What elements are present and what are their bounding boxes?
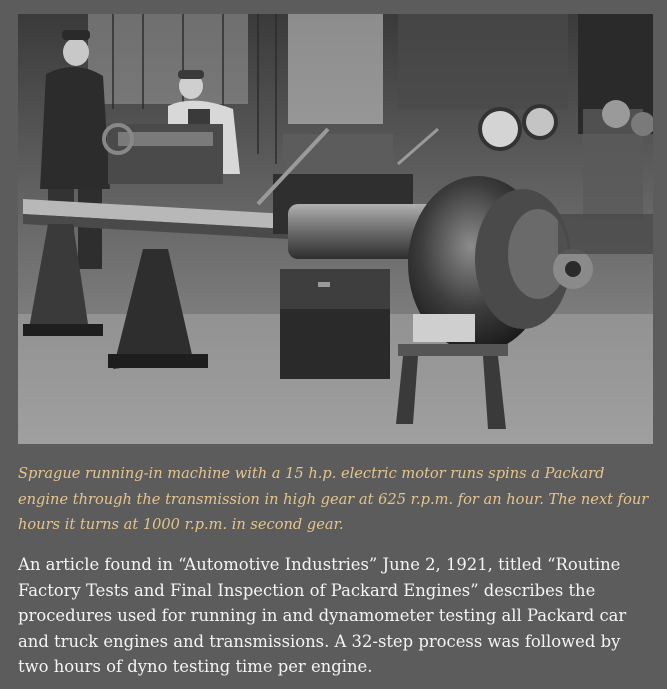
article-paragraph: An article found in “Automotive Industries” June 2, 1921, titled “Routine Factory Tests and Final Inspection of Packard Engines” describes the procedures used for running in and dynamometer testing all Packard car and truck engines and transmissions. A 32-step process was followed by two hours of dyno testing time per engine. <box>18 555 627 676</box>
engine-test-photo <box>18 14 653 444</box>
photo-caption: Sprague running-in machine with a 15 h.p. electric motor runs spins a Packard engine through the transmission in high gear at 625 r.p.m. for an hour. The next four hours it turns at 1000 r.p.m. in second gear. <box>18 465 649 533</box>
photo-illustration <box>18 14 653 444</box>
